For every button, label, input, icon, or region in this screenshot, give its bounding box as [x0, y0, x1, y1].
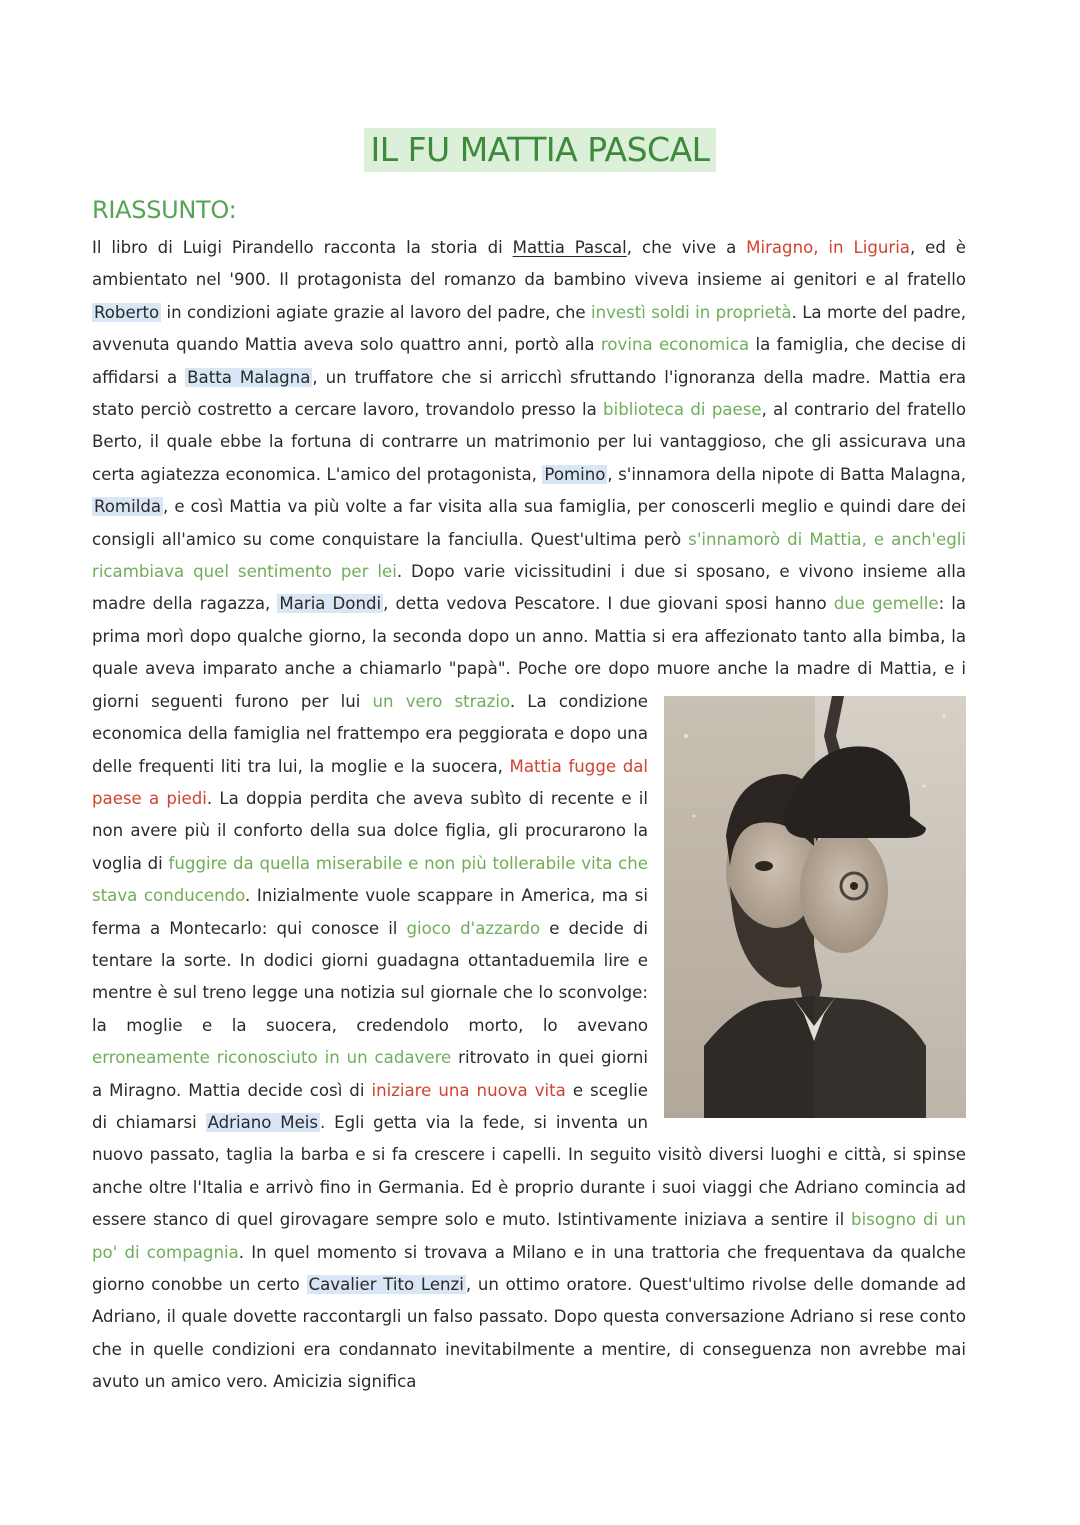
- name-pomino: Pomino: [544, 464, 606, 484]
- section-heading: RIASSUNTO:: [92, 196, 237, 224]
- text-run: , al contrario del fratello Berto, il quale ebbe la fortuna di contrarre un matrimonio per lui vantaggioso, che gli assicurava una certa agiatezza economica. L'amico del protagonista,: [92, 400, 966, 484]
- key-event: Mattia fugge dal paese a piedi: [92, 756, 649, 808]
- key-phrase: investì soldi in proprietà: [590, 302, 792, 322]
- name-tito-lenzi: Cavalier Tito Lenzi: [308, 1275, 464, 1294]
- name-mattia-pascal: Mattia Pascal: [512, 238, 627, 257]
- text-run: e sceglie di chiamarsi: [92, 1080, 648, 1132]
- key-phrase: s'innamorò di Mattia, e anch'egli ricambiava quel sentimento per lei: [92, 529, 966, 582]
- text-run: . La condizione economica della famiglia nel frattempo era peggiorata e dopo una delle frequenti liti tra lui, la moglie e la suocera,: [92, 691, 649, 776]
- text-run: , detta vedova Pescatore. I due giovani sposi hanno: [383, 594, 834, 614]
- place-miragno: Miragno, in Liguria: [746, 238, 910, 257]
- key-phrase: un vero strazio: [372, 691, 510, 711]
- key-phrase: rovina economica: [600, 335, 750, 355]
- key-phrase: erroneamente riconosciuto in un cadavere: [92, 1048, 452, 1068]
- text-run: , e così Mattia va più volte a far visita alla sua famiglia, per conoscerli meglio e quindi dare dei consigli all'amico su come conquistare la fanciulla. Quest'ultima però: [92, 497, 966, 549]
- key-phrase: fuggire da quella miserabile e non più tollerabile vita che stava conducendo: [92, 853, 648, 906]
- name-maria-dondi: Maria Dondi: [279, 594, 382, 614]
- text-run: , un truffatore che si arricchì sfruttando l'ignoranza della madre. Mattia era stato perciò costretto a cercare lavoro, trovandolo presso la: [92, 367, 966, 420]
- text-run: , s'innamora della nipote di Batta Malagna,: [607, 464, 966, 484]
- key-phrase: due gemelle: [833, 594, 939, 614]
- key-phrase: gioco d'azzardo: [406, 918, 541, 938]
- text-run: , un ottimo oratore. Quest'ultimo rivolse delle domande ad Adriano, il quale dovette raccontargli un falso passato. Dopo questa conversazione Adriano si rese conto che in quelle condizioni era condannato inevitabilmente a mentire, di conseguenza non avrebbe mai avuto un amico vero. Amicizia significa: [92, 1275, 966, 1392]
- text-run: in condizioni agiate grazie al lavoro del padre, che: [161, 302, 591, 322]
- text-run: . La doppia perdita che aveva subìto di recente e il non avere più il conforto della sua dolce figlia, gli procurarono la voglia di: [92, 788, 648, 873]
- text-run: . Inizialmente vuole scappare in America, ma si ferma a Montecarlo: qui conosce il: [92, 886, 649, 938]
- text-run: e decide di tentare la sorte. In dodici giorni guadagna ottantaduemila lire e mentre è sul treno legge una notizia sul giornale che lo sconvolge: la moglie e la suocera, credendolo morto, lo avevano: [92, 918, 648, 1035]
- name-batta-malagna: Batta Malagna: [187, 367, 311, 387]
- document-title: IL FU MATTIA PASCAL: [364, 128, 715, 172]
- name-adriano-meis: Adriano Meis: [207, 1112, 319, 1132]
- portrait-illustration: [664, 696, 966, 1118]
- text-run: , ed è ambientato nel '900. Il protagonista del romanzo da bambino viveva insieme ai genitori e al fratello: [92, 238, 966, 290]
- text-run: . La morte del padre, avvenuta quando Mattia aveva solo quattro anni, portò alla: [92, 302, 966, 355]
- summary-paragraph: [92, 232, 966, 1399]
- text-run: ritrovato in quei giorni a Miragno. Mattia decide così di: [92, 1048, 649, 1100]
- summary-text: [92, 232, 966, 1399]
- portrait-image: [664, 696, 966, 1118]
- text-run: : la prima morì dopo qualche giorno, la seconda dopo un anno. Mattia si era affezionato tanto alla bimba, la quale aveva imparato anche a chiamarlo "papà". Poche ore dopo muore anche la madre di Mattia, e i giorni seguenti furono per lui: [92, 594, 966, 711]
- key-event: iniziare una nuova vita: [371, 1080, 566, 1100]
- text-run: . Egli getta via la fede, si inventa un nuovo passato, taglia la barba e si fa crescere i capelli. In seguito visitò diversi luoghi e città, si spinse anche oltre l'Italia e arrivò fino in Germania. Ed è proprio durante i suoi viaggi che Adriano comincia ad essere stanco di quel girovagare sempre solo e muto. Istintivamente iniziava a sentire il: [92, 1112, 966, 1230]
- text-run: , che vive a: [626, 238, 747, 257]
- key-phrase: bisogno di un po' di compagnia: [92, 1210, 966, 1262]
- name-roberto: Roberto: [94, 302, 160, 322]
- title-container: [0, 128, 1080, 172]
- text-run: la famiglia, che decise di affidarsi a: [92, 335, 966, 387]
- text-run: . Dopo varie vicissitudini i due si sposano, e vivono insieme alla madre della ragazza,: [92, 562, 966, 614]
- text-run: Il libro di Luigi Pirandello racconta la storia di: [92, 238, 513, 257]
- key-phrase: biblioteca di paese: [603, 400, 762, 420]
- name-romilda: Romilda: [94, 497, 162, 517]
- text-run: . In quel momento si trovava a Milano e in una trattoria che frequentava da qualche giorno conobbe un certo: [92, 1242, 966, 1294]
